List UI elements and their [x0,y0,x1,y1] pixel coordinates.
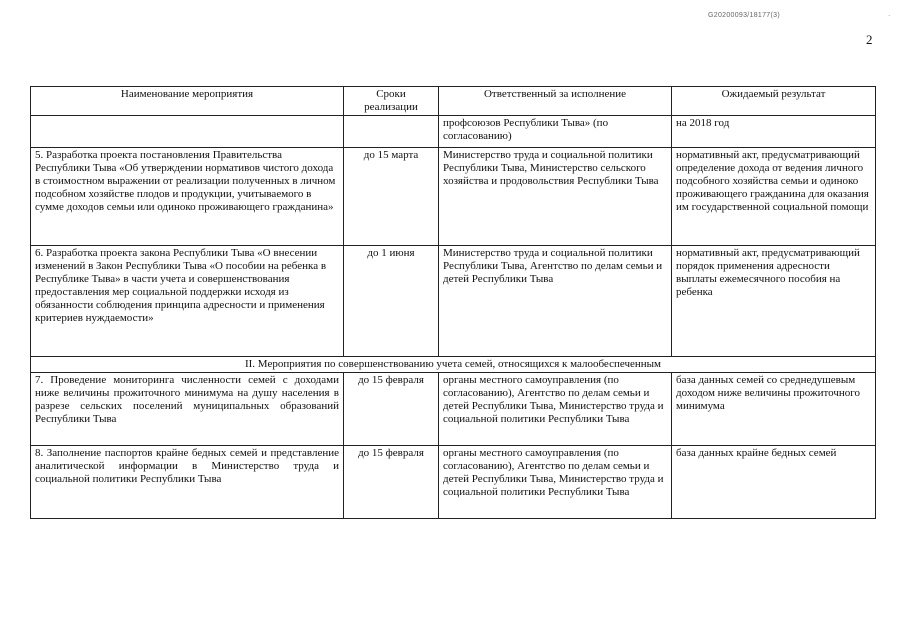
row-cell-result: нормативный акт, предусматривающий определение дохода от ведения личного подсобного хозяйства семьи и одиноко проживающего гражданина для оказания им государственной социальной помощи [672,148,876,246]
scan-mark: · [888,12,891,20]
row-cell-term: до 15 февраля [344,446,439,519]
row-cell-responsible: органы местного самоуправления (по согласованию), Агентство по делам семьи и детей Республики Тыва, Министерство труда и социальной политики Республики Тыва [439,446,672,519]
row-cell-responsible: Министерство труда и социальной политики Республики Тыва, Министерство сельского хозяйства и продовольствия Республики Тыва [439,148,672,246]
table-row-7 [31,373,876,446]
row-cell-result: на 2018 год [672,116,876,148]
row-cell-responsible: органы местного самоуправления (по согласованию), Агентство по делам семьи и детей Республики Тыва, Министерство труда и социальной политики Республики Тыва [439,373,672,446]
row-cell-term: до 15 марта [344,148,439,246]
column-header-result: Ожидаемый результат [672,87,876,116]
section-heading-row [31,357,876,373]
row-cell-result: база данных крайне бедных семей [672,446,876,519]
row-cell-term [344,116,439,148]
table-row-continuation [31,116,876,148]
section-title: II. Мероприятия по совершенствованию учета семей, относящихся к малообеспеченным [31,357,876,373]
column-header-term: Сроки реализации [344,87,439,116]
row-cell-responsible: Министерство труда и социальной политики Республики Тыва, Агентство по делам семьи и детей Республики Тыва [439,246,672,357]
row-cell-result: база данных семей со среднедушевым доходом ниже величины прожиточного минимума [672,373,876,446]
row-cell-responsible: профсоюзов Республики Тыва» (по согласованию) [439,116,672,148]
measures-table [30,86,876,519]
row-cell-term: до 1 июня [344,246,439,357]
table-row-6 [31,246,876,357]
row-cell-name: 6. Разработка проекта закона Республики Тыва «О внесении изменений в Закон Республики Тыва «О пособии на ребенка в Республике Тыва» в части учета и совершенствования предоставления мер социальной поддержки исходя из обязанности соблюдения принципа адресности и применения критериев нуждаемости» [31,246,344,357]
column-header-responsible: Ответственный за исполнение [439,87,672,116]
document-code: G20200093/18177(3) [708,12,780,19]
row-cell-name: 5. Разработка проекта постановления Правительства Республики Тыва «Об утверждении нормативов чистого дохода в стоимостном выражении от реализации полученных в личном подсобном хозяйстве плодов и продукции, учитываемого в сумме доходов семьи или одиноко проживающего гражданина» [31,148,344,246]
row-cell-name: 7. Проведение мониторинга численности семей с доходами ниже величины прожиточного минимума на душу населения в разрезе сельских поселений муниципальных образований Республики Тыва [31,373,344,446]
column-header-name: Наименование мероприятия [31,87,344,116]
page-number: 2 [866,32,873,47]
row-cell-name: 8. Заполнение паспортов крайне бедных семей и представление аналитической информации в Министерство труда и социальной политики Республики Тыва [31,446,344,519]
row-cell-name [31,116,344,148]
table-row-8 [31,446,876,519]
table-row-5 [31,148,876,246]
table-header-row [31,87,876,116]
row-cell-result: нормативный акт, предусматривающий порядок применения адресности выплаты ежемесячного пособия на ребенка [672,246,876,357]
row-cell-term: до 15 февраля [344,373,439,446]
